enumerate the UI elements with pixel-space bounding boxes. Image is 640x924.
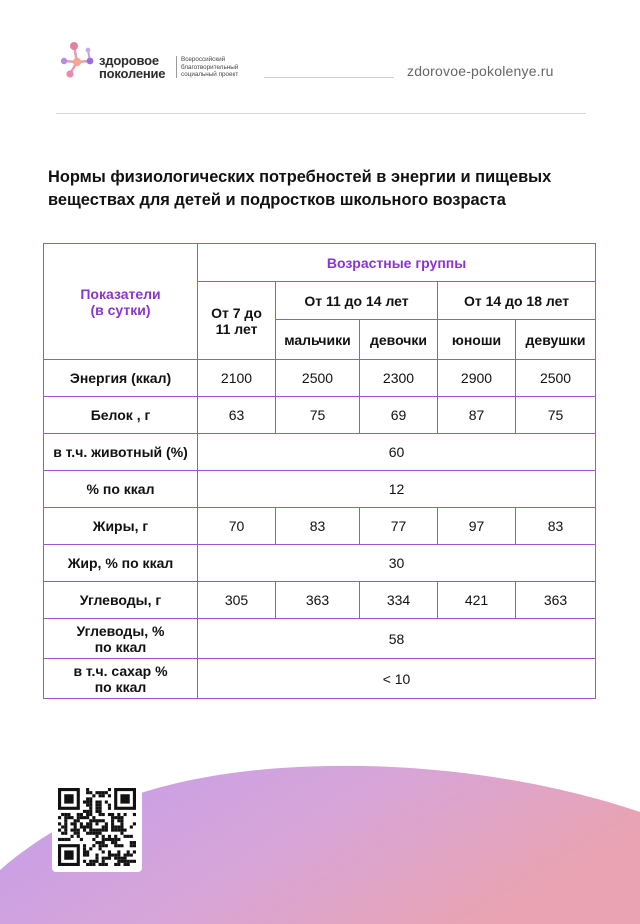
- cell-value: 363: [276, 582, 360, 619]
- row-label: в т.ч. сахар % по ккал: [44, 659, 198, 699]
- site-url[interactable]: zdorovoe-pokolenye.ru: [407, 63, 554, 79]
- cell-value: 12: [198, 471, 596, 508]
- subgroup-girls-14-18: девушки: [516, 320, 596, 360]
- brand-name: здоровое поколение: [99, 53, 166, 81]
- page-title: Нормы физиологических потребностей в энергии и пищевых веществах для детей и подростков школьного возраста: [48, 168, 552, 209]
- table-row: [44, 545, 596, 582]
- cell-value: 87: [438, 397, 516, 434]
- cell-value: 69: [360, 397, 438, 434]
- cell-value: 75: [276, 397, 360, 434]
- table-row: [44, 434, 596, 471]
- age-groups-header: Возрастные группы: [198, 244, 596, 282]
- subgroup-girls-11-14: девочки: [360, 320, 438, 360]
- age-group-14-18: От 14 до 18 лет: [438, 282, 596, 320]
- table-row: [44, 508, 596, 545]
- qr-code-icon: [58, 788, 136, 866]
- cell-value: 334: [360, 582, 438, 619]
- row-label: Энергия (ккал): [44, 360, 198, 397]
- cell-value: 2900: [438, 360, 516, 397]
- cell-value: 2500: [516, 360, 596, 397]
- cell-value: 305: [198, 582, 276, 619]
- row-label: Жир, % по ккал: [44, 545, 198, 582]
- row-label: Углеводы, % по ккал: [44, 619, 198, 659]
- table-row: [44, 360, 596, 397]
- page-header: [0, 0, 640, 112]
- row-label: Жиры, г: [44, 508, 198, 545]
- cell-value: 2300: [360, 360, 438, 397]
- table-row: [44, 582, 596, 619]
- row-label: в т.ч. животный (%): [44, 434, 198, 471]
- brand-subtitle: Всероссийский благотворительный социальный проект: [181, 56, 239, 78]
- row-label: Белок , г: [44, 397, 198, 434]
- row-label: % по ккал: [44, 471, 198, 508]
- brand-divider: [176, 56, 177, 78]
- row-label: Углеводы, г: [44, 582, 198, 619]
- subgroup-boys-11-14: мальчики: [276, 320, 360, 360]
- cell-value: 58: [198, 619, 596, 659]
- cell-value: 75: [516, 397, 596, 434]
- cell-value: 70: [198, 508, 276, 545]
- subgroup-boys-14-18: юноши: [438, 320, 516, 360]
- cell-value: 97: [438, 508, 516, 545]
- cell-value: < 10: [198, 659, 596, 699]
- cell-value: 63: [198, 397, 276, 434]
- table-row: [44, 471, 596, 508]
- table-row: [44, 619, 596, 659]
- cell-value: 77: [360, 508, 438, 545]
- table-row: [44, 659, 596, 699]
- header-divider: [56, 113, 586, 114]
- cell-value: 30: [198, 545, 596, 582]
- nutrition-norms-table: [43, 243, 596, 699]
- cell-value: 2500: [276, 360, 360, 397]
- indicator-header: Показатели (в сутки): [44, 244, 198, 360]
- age-group-7-11: От 7 до 11 лет: [198, 282, 276, 360]
- cell-value: 363: [516, 582, 596, 619]
- cell-value: 2100: [198, 360, 276, 397]
- header-decor-line: [264, 77, 394, 78]
- cell-value: 83: [516, 508, 596, 545]
- age-group-11-14: От 11 до 14 лет: [276, 282, 438, 320]
- cell-value: 83: [276, 508, 360, 545]
- molecule-logo-icon: [57, 40, 95, 82]
- table-row: [44, 397, 596, 434]
- cell-value: 60: [198, 434, 596, 471]
- qr-code[interactable]: [52, 782, 142, 872]
- cell-value: 421: [438, 582, 516, 619]
